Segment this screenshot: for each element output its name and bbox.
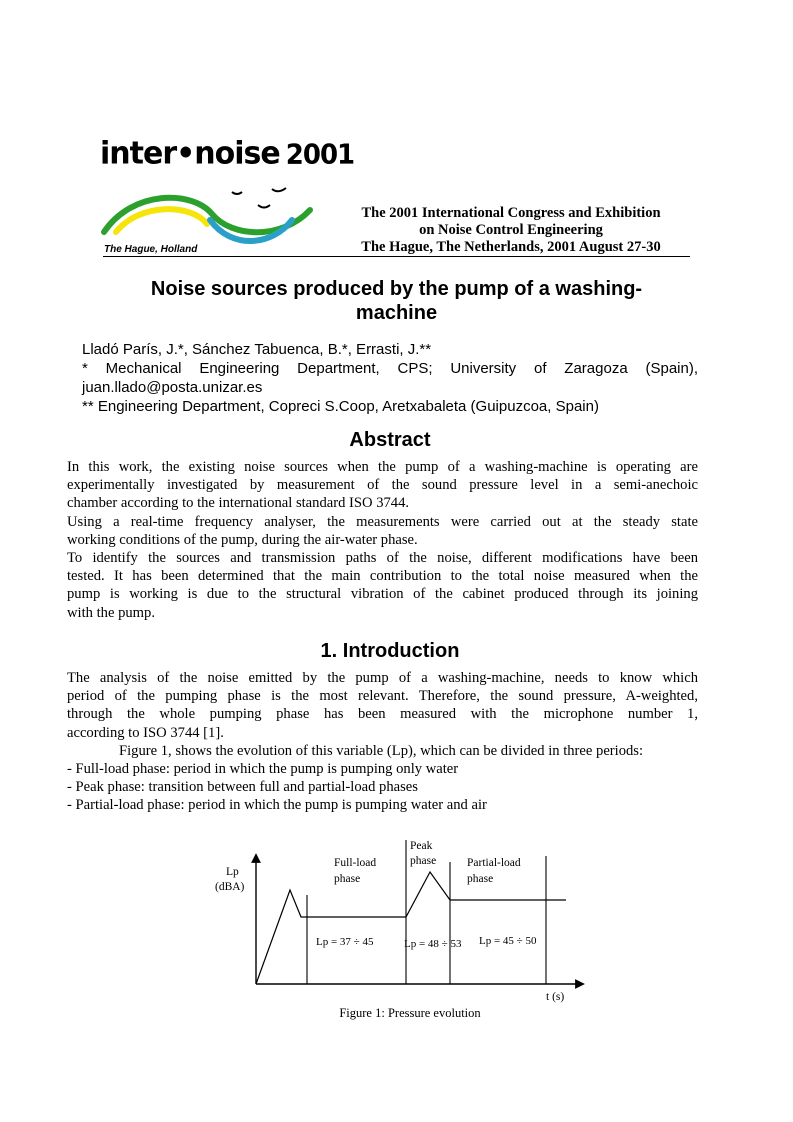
logo-caption: The Hague, Holland — [104, 244, 198, 255]
congress-logo-title — [100, 135, 354, 172]
peak-label-2: phase — [410, 855, 437, 867]
conference-header — [330, 205, 692, 256]
figure-1-caption: Figure 1: Pressure evolution — [339, 1006, 481, 1020]
congress-logo-icon — [92, 180, 332, 250]
paper-title-line-2: machine — [355, 302, 438, 324]
intro-line: through the whole pumping phase has been measured with the microphone number 1, — [67, 706, 698, 723]
y-label-line-2: (dBA) — [215, 881, 245, 893]
abstract-heading: Abstract — [349, 429, 431, 451]
peak-label-1: Peak — [410, 840, 433, 852]
affiliation-1: * Mechanical Engineering Department, CPS; University of Zaragoza (Spain), — [82, 360, 698, 377]
lp-curve — [256, 872, 566, 984]
abstract-line: pump is working is due to the structural vibration of the cabinet produced through its joining — [67, 586, 698, 603]
abstract-line: experimentally investigated by measurement of the sound pressure level in a semi-anechoic — [67, 477, 698, 494]
lp-full-value: Lp = 37 ÷ 45 — [316, 936, 374, 948]
intro-line: according to ISO 3744 [1]. — [67, 724, 224, 741]
y-label-line-1: Lp — [226, 866, 239, 878]
intro-line: Figure 1, shows the evolution of this variable (Lp), which can be divided in three periods: — [119, 742, 644, 759]
conference-line-3: The Hague, The Netherlands, 2001 August 27-30 — [361, 239, 661, 255]
introduction-body — [67, 669, 698, 815]
intro-line: - Peak phase: transition between full and partial-load phases — [67, 779, 418, 796]
partial-load-label-2: phase — [467, 873, 494, 885]
introduction-heading: 1. Introduction — [320, 640, 460, 662]
abstract-line: To identify the sources and transmission paths of the noise, different modifications have been — [67, 550, 698, 567]
abstract-line: chamber according to the international standard ISO 3744. — [67, 495, 410, 512]
x-label: t (s) — [546, 991, 565, 1003]
author-email: juan.llado@posta.unizar.es — [82, 379, 263, 396]
intro-line: period of the pumping phase is the most relevant. Therefore, the sound pressure, A-weighted, — [67, 688, 698, 705]
abstract-line: In this work, the existing noise sources when the pump of a washing-machine is operating are — [67, 459, 698, 475]
affiliation-2: ** Engineering Department, Copreci S.Coop, Aretxabaleta (Guipuzcoa, Spain) — [82, 398, 599, 415]
full-load-label-2: phase — [334, 873, 361, 885]
intro-line: - Full-load phase: period in which the pump is pumping only water — [67, 761, 459, 778]
abstract-line: Using a real-time frequency analyser, the measurements were carried out at the steady state — [67, 513, 698, 530]
lp-partial-value: Lp = 45 ÷ 50 — [479, 935, 537, 947]
abstract-body — [67, 458, 698, 622]
logo-title: inter•noise — [100, 135, 280, 172]
paper-title — [103, 277, 690, 325]
conference-line-1: The 2001 International Congress and Exhibition — [361, 205, 661, 221]
abstract-line: tested. It has been determined that the main contribution to the total noise measured when the — [67, 568, 698, 585]
intro-line: - Partial-load phase: period in which the pump is pumping water and air — [67, 797, 487, 814]
authors: Lladó París, J.*, Sánchez Tabuenca, B.*, Errasti, J.** — [82, 341, 432, 358]
conference-line-2: on Noise Control Engineering — [419, 222, 603, 238]
intro-line: The analysis of the noise emitted by the pump of a washing-machine, needs to know which — [67, 670, 698, 686]
lp-peak-value: Lp = 48 ÷ 53 — [404, 938, 462, 950]
abstract-line: with the pump. — [67, 604, 155, 621]
logo-year: 2001 — [285, 139, 355, 171]
header-divider — [103, 256, 690, 257]
paper-title-line-1: Noise sources produced by the pump of a washing- — [150, 278, 643, 300]
full-load-label-1: Full-load — [334, 857, 377, 869]
partial-load-label-1: Partial-load — [467, 857, 521, 869]
abstract-line: working conditions of the pump, during the air-water phase. — [67, 531, 418, 548]
